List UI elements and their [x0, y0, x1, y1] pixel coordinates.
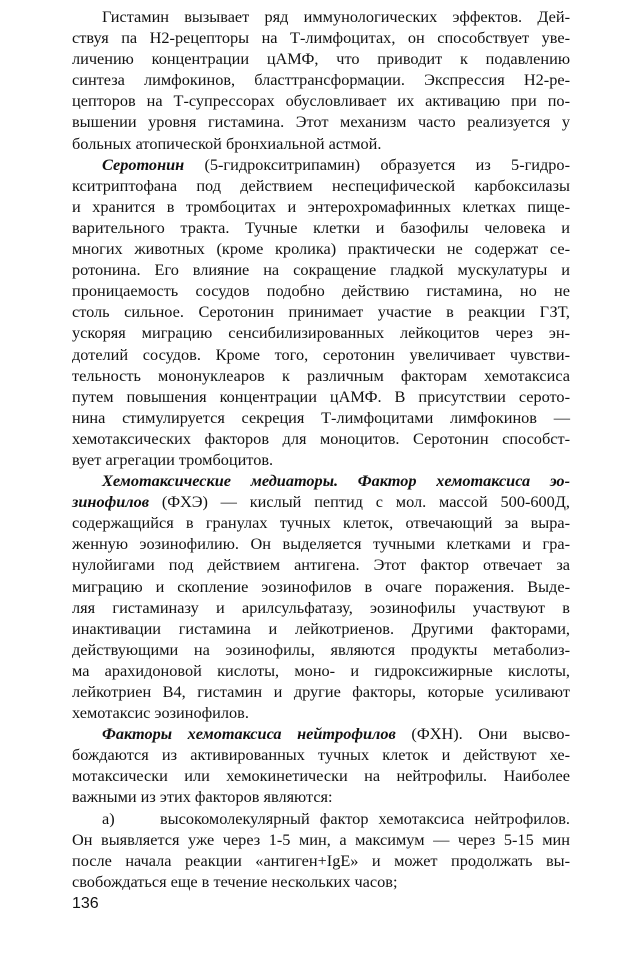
text-line: вышении уровня гистамина. Этот механизм часто реализуется у	[72, 112, 570, 132]
text-line: женную эозинофилию. Он выделяется тучными клетками и гра-	[72, 534, 570, 554]
list-item	[72, 808, 570, 829]
text-line: нулойигами под действием антигена. Этот фактор отвечает за	[72, 555, 570, 575]
text-line: хемотаксических факторов для моноцитов. Серотонин способст-	[72, 428, 570, 448]
text-line: бождаются из активированных тучных клеток и действуют хе-	[72, 745, 570, 765]
text-line: нина стимулируется секреция Т-лимфоцитами лимфокинов —	[72, 407, 570, 427]
text-line: тельность мононуклеаров к различным факторам хемотаксиса	[72, 365, 570, 385]
text-line	[72, 154, 570, 175]
text-line: хемотаксис эозинофилов.	[72, 703, 249, 723]
text-line: содержащийся в гранулах тучных клеток, отвечающий за выра-	[72, 513, 570, 533]
section-heading: Хемотаксические медиаторы. Фактор хемотаксиса эо-	[102, 471, 570, 491]
text-line: вует агрегации тромбоцитов.	[72, 449, 274, 469]
text-line: ма арахидоновой кислоты, моно- и гидроксижирные кислоты,	[72, 660, 570, 680]
text-line: варительного тракта. Тучные клетки и базофилы человека и	[72, 217, 570, 237]
text-line: дотелий сосудов. Кроме того, серотонин увеличивает чувстви-	[72, 344, 570, 364]
text-line: действующими на эозинофилы, являются продукты метаболиз-	[72, 639, 570, 659]
term-eosinophils: зинофилов	[72, 492, 150, 512]
text-line: столь сильное. Серотонин принимает участие в реакции ГЗТ,	[72, 302, 570, 322]
text-line: цепторов на Т-супрессорах обусловливает их активацию при по-	[72, 91, 570, 111]
text-line: после начала реакции «антиген+IgE» и может продолжать вы-	[72, 850, 570, 870]
text-line	[72, 723, 570, 744]
text-line: больных атопической бронхиальной астмой.	[72, 133, 382, 153]
text-line: лейкотриен В4, гистамин и другие факторы, которые усиливают	[72, 682, 570, 701]
text-line: проницаемость сосудов подобно действию гистамина, но не	[72, 281, 570, 301]
text-line: свобождаться еще в течение нескольких часов;	[72, 871, 398, 891]
text-line: кситриптофана под действием неспецифической карбоксилазы	[72, 175, 570, 195]
text-line: Гистамин вызывает ряд иммунологических эффектов. Дей-	[102, 7, 570, 26]
text-line: ляя гистаминазу и арилсульфатазу, эозинофилы участвуют в	[72, 597, 570, 617]
list-item-label: а)	[102, 808, 115, 828]
text-line: и хранится в тромбоцитах и энтерохромафинных клетках пище-	[72, 196, 570, 216]
text-line: инактивации гистамина и лейкотриенов. Другими факторами,	[72, 618, 570, 638]
text-line: мотаксически или хемокинетически на нейтрофилы. Наиболее	[72, 766, 570, 786]
text-line: синтеза лимфокинов, бласттрансформации. Экспрессия Н2-ре-	[72, 70, 570, 90]
text-line: важными из этих факторов являются:	[72, 787, 333, 807]
text-line: миграцию и скопление эозинофилов в очаге поражения. Выде-	[72, 576, 570, 596]
text-line: ствуя па Н2-рецепторы на Т-лимфоцитах, он способствует уве-	[72, 28, 570, 48]
text-line: ускоряя миграцию сенсибилизированных лейкоцитов через эн-	[72, 323, 570, 343]
text-line: личению концентрации цАМФ, что приводит к подавлению	[72, 49, 570, 69]
text-fragment: высокомолекулярный фактор хемотаксиса нейтрофилов.	[160, 808, 570, 828]
page-number: 136	[72, 895, 99, 912]
text-fragment: (ФХЭ) — кислый пептид с мол. массой 500-600Д,	[149, 492, 570, 512]
text-line: путем повышения концентрации цАМФ. В присутствии серото-	[72, 386, 570, 406]
text-fragment: (ФХН). Они высво-	[395, 724, 570, 744]
text-line: многих животных (кроме кролика) практически не содержат се-	[72, 239, 570, 259]
text-fragment: (5-гидрокситрипамин) образуется из 5-гидро-	[184, 154, 570, 174]
text-line: ротонина. Его влияние на сокращение гладкой мускулатуры и	[72, 260, 570, 280]
term-serotonin: Серотонин	[102, 154, 185, 174]
body-text	[72, 6, 570, 892]
text-line: Он выявляется уже через 1-5 мин, а максимум — через 5-15 мин	[72, 829, 570, 849]
text-line	[72, 491, 570, 512]
term-neutrophil-factors: Факторы хемотаксиса нейтрофилов	[102, 724, 396, 744]
